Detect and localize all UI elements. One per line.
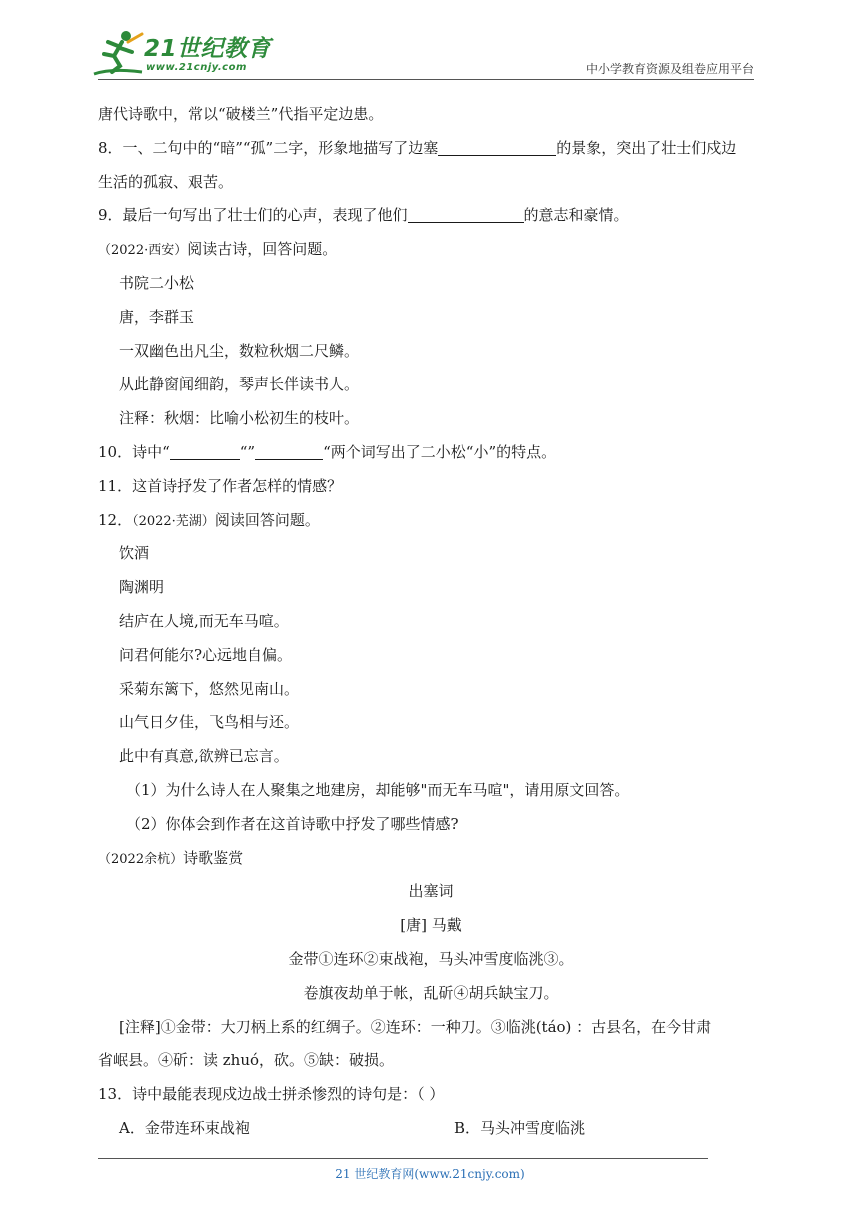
question-11: 11．这首诗抒发了作者怎样的情感？ bbox=[98, 476, 343, 495]
poem-line: 问君何能尔?心远地自偏。 bbox=[119, 645, 293, 664]
poem-line: 采菊东篱下，悠然见南山。 bbox=[119, 679, 300, 698]
logo-text: 21世纪教育 bbox=[144, 36, 272, 62]
source-line: （2022·西安）阅读古诗，回答问题。 bbox=[98, 240, 338, 259]
footer-link[interactable]: 21 世纪教育网(www.21cnjy.com) bbox=[335, 1167, 525, 1181]
footer-divider bbox=[98, 1158, 708, 1159]
answer-blank[interactable] bbox=[255, 441, 323, 460]
answer-blank[interactable] bbox=[408, 204, 524, 223]
options-row bbox=[98, 1112, 764, 1146]
poem-line: 金带①连环②束战袍，马头冲雪度临洮③。 bbox=[288, 949, 574, 968]
question-12: 12．（2022·芜湖）阅读回答问题。 bbox=[98, 510, 320, 529]
poem-line: 此中有真意,欲辨已忘言。 bbox=[119, 747, 289, 766]
poem-note-cont: 省岷县。④斫：读 zhuó，砍。⑤缺：破损。 bbox=[98, 1051, 395, 1070]
poem-author: [唐] 马戴 bbox=[400, 916, 462, 935]
site-logo[interactable] bbox=[92, 28, 272, 80]
option-b[interactable]: B．马头冲雪度临洮 bbox=[454, 1118, 586, 1137]
question-8-cont: 生活的孤寂、艰苦。 bbox=[98, 172, 234, 191]
answer-blank[interactable] bbox=[438, 137, 556, 156]
poem-line: 一双幽色出凡尘，数粒秋烟二尺鳞。 bbox=[119, 341, 360, 360]
source-line: （2022余杭）诗歌鉴赏 bbox=[98, 848, 244, 867]
question-8: 8．一、二句中的“暗”“孤”二字，形象地描写了边塞 的景象，突出了壮士们戍边 bbox=[98, 138, 737, 157]
poem-title: 出塞词 bbox=[408, 882, 454, 901]
answer-blank[interactable] bbox=[170, 441, 240, 460]
header-divider bbox=[98, 79, 754, 80]
option-a[interactable]: A．金带连环束战袍 bbox=[119, 1118, 250, 1137]
question-10: 10．诗中“ “” “两个词写出了二小松“小”的特点。 bbox=[98, 442, 557, 461]
poem-line: 卷旗夜劫单于帐，乱斫④胡兵缺宝刀。 bbox=[303, 983, 559, 1002]
page-header bbox=[0, 0, 860, 84]
sub-question: （1）为什么诗人在人聚集之地建房，却能够"而无车马喧"，请用原文回答。 bbox=[126, 780, 630, 799]
question-9: 9．最后一句写出了壮士们的心声，表现了他们 的意志和豪情。 bbox=[98, 206, 629, 225]
poem-line: 山气日夕佳，飞鸟相与还。 bbox=[119, 713, 300, 732]
poem-author: 陶渊明 bbox=[119, 578, 165, 597]
question-13: 13．诗中最能表现戍边战士拼杀惨烈的诗句是：（ ） bbox=[98, 1085, 445, 1104]
poem-line: 结庐在人境,而无车马喧。 bbox=[119, 611, 289, 630]
running-figure-icon bbox=[92, 28, 144, 78]
poem-title: 饮酒 bbox=[119, 544, 150, 563]
sub-question: （2）你体会到作者在这首诗歌中抒发了哪些情感? bbox=[126, 814, 459, 833]
poem-note: [注释]①金带：大刀柄上系的红绸子。②连环：一种刀。③临洮(táo) ：古县名，在今甘肃 bbox=[119, 1017, 712, 1036]
poem-line: 从此静窗闻细韵，琴声长伴读书人。 bbox=[119, 375, 360, 394]
text-line: 唐代诗歌中，常以“破楼兰”代指平定边患。 bbox=[98, 105, 384, 123]
logo-url: www.21cnjy.com bbox=[146, 62, 247, 73]
poem-note: 注释：秋烟：比喻小松初生的枝叶。 bbox=[119, 409, 360, 428]
poem-title: 书院二小松 bbox=[119, 273, 195, 292]
document-body bbox=[98, 98, 764, 1146]
poem-author: 唐，李群玉 bbox=[119, 307, 195, 326]
platform-tagline: 中小学教育资源及组卷应用平台 bbox=[585, 62, 754, 76]
